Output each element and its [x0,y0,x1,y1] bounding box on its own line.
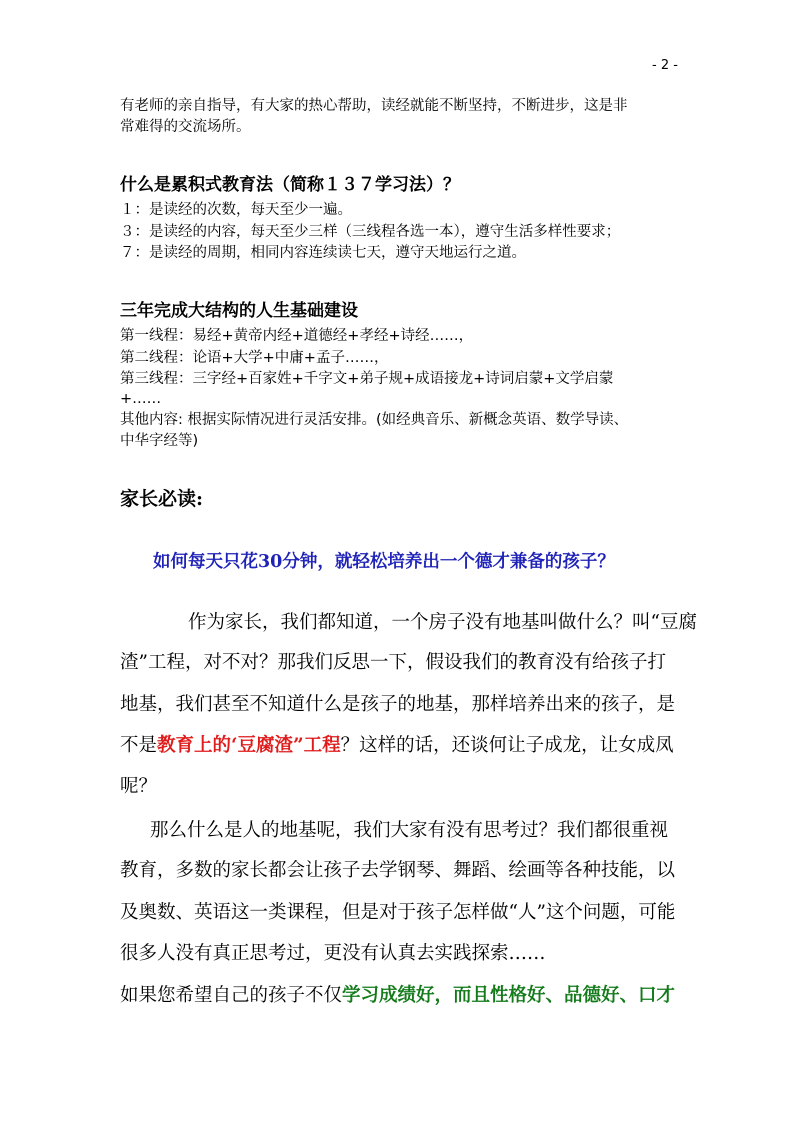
section2-line-5: 其他内容: 根据实际情况进行灵活安排。(如经典音乐、新概念英语、数学导读、 [120,412,629,428]
para1-line-3: 地基，我们甚至不知道什么是孩子的地基，那样培养出来的孩子，是 [120,694,676,715]
section2-line-6: 中华字经等) [120,433,199,449]
page-number: - 2 - [652,58,678,73]
para2-line-3: 及奥数、英语这一类课程，但是对于孩子怎样做“人”这个问题，可能 [120,902,676,923]
para3-start: 如果您希望自己的孩子不仅 [120,985,343,1006]
para2-line-2: 教育，多数的家长都会让孩子去学钢琴、舞蹈、绘画等各种技能，以 [120,860,676,881]
intro-line-1: 有老师的亲自指导，有大家的热心帮助，读经就能不断坚持，不断进步，这是非 [120,98,628,114]
parents-subtitle: 如何每天只花30分钟，就轻松培养出一个德才兼备的孩子？ [153,552,615,572]
intro-line-2: 常难得的交流场所。 [120,119,251,135]
section2-line-1: 第一线程：易经+黄帝内经+道德经+孝经+诗经……， [120,328,474,344]
para1-line-2: 渣”工程，对不对？那我们反思一下，假设我们的教育没有给孩子打 [120,652,666,673]
para1-line-4 [120,731,674,757]
tofu-project-highlight: 教育上的‘豆腐渣”工程 [157,735,341,756]
parents-heading: 家长必读: [120,488,204,510]
section2-line-3: 第三线程：三字经+百家姓+千字文+弟子规+成语接龙+诗词启蒙+文学启蒙 [120,371,614,387]
para1-line-4-end: ？这样的话，还谈何让子成龙，让女成凤 [340,735,674,756]
section-title-137: 什么是累积式教育法（简称１３７学习法）？ [120,175,460,195]
section2-line-2: 第二线程：论语+大学+中庸+孟子……， [120,350,389,366]
qualities-highlight: 学习成绩好，而且性格好、品德好、口才 [342,985,676,1006]
para1-line-1: 作为家长，我们都知道，一个房子没有地基叫做什么？叫“豆腐 [188,612,697,633]
section-title-structure: 三年完成大结构的人生基础建设 [120,301,358,321]
para2-line-4: 很多人没有真正思考过，更没有认真去实践探索…… [120,943,546,964]
section1-line-1: １：是读经的次数，每天至少一遍。 [120,202,352,218]
para1-line-4-start: 不是 [120,735,158,756]
para1-line-5: 呢？ [120,776,158,797]
section1-line-3: ７：是读经的周期，相同内容连续读七天，遵守天地运行之道。 [120,245,526,261]
para3-line-1 [120,981,675,1007]
section1-line-2: ３：是读经的内容，每天至少三样（三线程各选一本），遵守生活多样性要求； [120,224,621,240]
section2-line-4: +…… [120,391,162,407]
para2-line-1: 那么什么是人的地基呢，我们大家有没有思考过？我们都很重视 [150,820,669,841]
